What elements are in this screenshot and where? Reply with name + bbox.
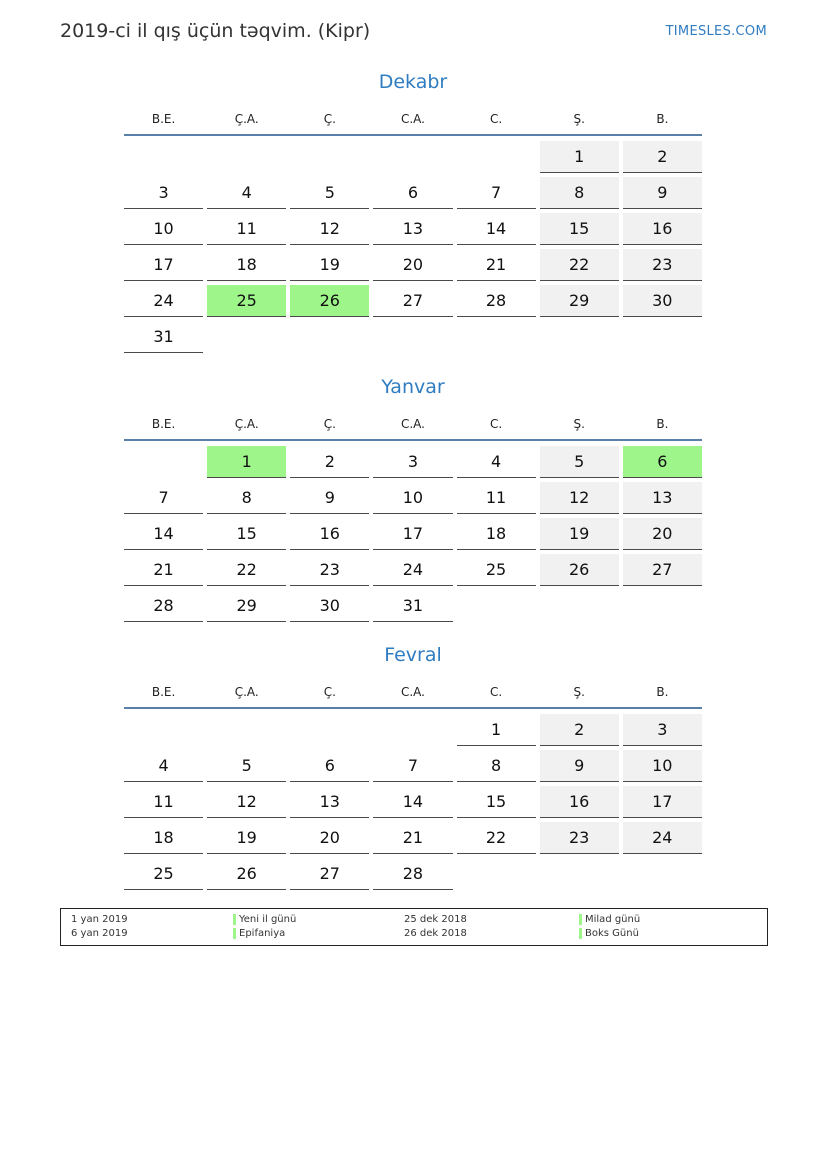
holiday-day-cell: [205, 445, 288, 481]
day-cell: [371, 589, 454, 625]
day-number: 2: [540, 714, 619, 746]
day-number: 15: [207, 518, 286, 550]
day-number: 18: [457, 518, 536, 550]
day-cell: [205, 248, 288, 284]
day-cell: [371, 481, 454, 517]
day-cell: [122, 589, 205, 625]
day-cell: [621, 517, 704, 553]
day-number: 13: [290, 786, 369, 818]
weekday-header: [122, 681, 704, 703]
day-number: 12: [207, 786, 286, 818]
day-cell: [538, 248, 621, 284]
empty-cell: [371, 140, 454, 176]
empty-cell: [122, 445, 205, 481]
header-divider: [124, 134, 702, 136]
day-cell: [455, 248, 538, 284]
legend-row: [61, 927, 767, 940]
day-cell: [621, 481, 704, 517]
day-number: 2: [290, 446, 369, 478]
day-number: 11: [124, 786, 203, 818]
day-cell: [538, 821, 621, 857]
month-january: [122, 373, 704, 625]
day-cell: [538, 212, 621, 248]
day-cell: [122, 176, 205, 212]
day-number: 13: [623, 482, 702, 514]
day-cell: [205, 553, 288, 589]
day-cell: [621, 140, 704, 176]
day-cell: [538, 140, 621, 176]
day-number: 10: [623, 750, 702, 782]
day-cell: [122, 749, 205, 785]
weekday-label: B.: [656, 112, 669, 126]
day-number: 24: [124, 285, 203, 317]
weekday-label: B.E.: [151, 417, 176, 431]
day-number: 5: [540, 446, 619, 478]
day-number: 8: [207, 482, 286, 514]
day-number: 13: [373, 213, 452, 245]
day-number: 19: [207, 822, 286, 854]
day-cell: [205, 481, 288, 517]
day-number: 29: [207, 590, 286, 622]
empty-cell: [288, 713, 371, 749]
day-number: 14: [457, 213, 536, 245]
day-number: 3: [373, 446, 452, 478]
day-number: 26: [290, 285, 369, 317]
legend-date: 26 dek 2018: [404, 928, 467, 939]
day-cell: [205, 785, 288, 821]
legend-holiday-name: Yeni il günü: [239, 914, 297, 925]
day-cell: [288, 445, 371, 481]
weekday-label: B.: [656, 417, 669, 431]
empty-cell: [455, 140, 538, 176]
day-number: 28: [457, 285, 536, 317]
day-number: 2: [623, 141, 702, 173]
holiday-day-cell: [621, 445, 704, 481]
day-cell: [455, 749, 538, 785]
day-number: 20: [290, 822, 369, 854]
day-cell: [288, 553, 371, 589]
day-cell: [538, 481, 621, 517]
day-number: 9: [290, 482, 369, 514]
holiday-legend: [60, 908, 768, 946]
day-number: 8: [540, 177, 619, 209]
day-number: 23: [290, 554, 369, 586]
month-name: Dekabr: [378, 71, 448, 93]
day-number: 28: [373, 858, 452, 890]
day-cell: [122, 320, 205, 356]
day-cell: [205, 857, 288, 893]
day-number: 20: [373, 249, 452, 281]
day-number: 1: [540, 141, 619, 173]
weekday-label: B.E.: [151, 112, 176, 126]
day-number: 14: [124, 518, 203, 550]
day-cell: [538, 176, 621, 212]
holiday-day-cell: [288, 284, 371, 320]
day-number: 20: [623, 518, 702, 550]
day-number: 12: [290, 213, 369, 245]
brand-link[interactable]: TIMESLES.COM: [665, 24, 767, 39]
weekday-label: Ç.A.: [234, 685, 259, 699]
day-number: 25: [124, 858, 203, 890]
legend-row: [61, 913, 767, 926]
day-number: 27: [290, 858, 369, 890]
day-number: 3: [623, 714, 702, 746]
day-cell: [122, 785, 205, 821]
legend-holiday: [579, 913, 640, 926]
legend-date: 25 dek 2018: [404, 914, 467, 925]
day-number: 15: [457, 786, 536, 818]
page-title: 2019-ci il qış üçün təqvim. (Kipr): [60, 20, 371, 42]
empty-cell: [205, 713, 288, 749]
holiday-color-marker: [579, 914, 582, 925]
day-number: 26: [207, 858, 286, 890]
day-number: 24: [623, 822, 702, 854]
day-cell: [455, 445, 538, 481]
day-cell: [455, 785, 538, 821]
holiday-color-marker: [579, 928, 582, 939]
day-cell: [122, 481, 205, 517]
day-cell: [538, 785, 621, 821]
day-cell: [288, 749, 371, 785]
day-cell: [205, 176, 288, 212]
day-cell: [288, 517, 371, 553]
day-cell: [122, 248, 205, 284]
day-cell: [621, 553, 704, 589]
day-cell: [122, 517, 205, 553]
day-cell: [288, 176, 371, 212]
empty-cell: [122, 140, 205, 176]
day-number: 4: [457, 446, 536, 478]
day-number: 12: [540, 482, 619, 514]
day-number: 23: [540, 822, 619, 854]
day-cell: [122, 212, 205, 248]
day-number: 17: [373, 518, 452, 550]
day-number: 30: [623, 285, 702, 317]
day-cell: [455, 517, 538, 553]
day-number: 15: [540, 213, 619, 245]
day-cell: [205, 749, 288, 785]
day-number: 24: [373, 554, 452, 586]
day-number: 11: [207, 213, 286, 245]
day-number: 6: [373, 177, 452, 209]
day-cell: [455, 212, 538, 248]
weekday-label: C.: [490, 685, 503, 699]
day-cell: [371, 785, 454, 821]
day-cell: [538, 445, 621, 481]
day-cell: [621, 785, 704, 821]
day-number: 29: [540, 285, 619, 317]
day-cell: [288, 821, 371, 857]
weekday-label: Ç.: [323, 112, 336, 126]
day-number: 6: [290, 750, 369, 782]
day-number: 28: [124, 590, 203, 622]
day-number: 10: [373, 482, 452, 514]
weekday-label: C.: [490, 112, 503, 126]
day-cell: [288, 589, 371, 625]
day-number: 4: [124, 750, 203, 782]
day-cell: [538, 713, 621, 749]
weekday-label: Ş.: [573, 417, 585, 431]
day-cell: [288, 785, 371, 821]
day-cell: [205, 517, 288, 553]
weekday-header: [122, 413, 704, 435]
day-number: 30: [290, 590, 369, 622]
day-number: 19: [290, 249, 369, 281]
legend-holiday-name: Epifaniya: [239, 928, 286, 939]
day-cell: [371, 284, 454, 320]
days-grid: [122, 140, 704, 356]
days-grid: [122, 445, 704, 625]
day-cell: [538, 749, 621, 785]
day-number: 16: [540, 786, 619, 818]
day-number: 22: [457, 822, 536, 854]
day-number: 10: [124, 213, 203, 245]
day-number: 17: [124, 249, 203, 281]
day-cell: [455, 821, 538, 857]
legend-holiday: [579, 927, 639, 940]
empty-cell: [371, 713, 454, 749]
day-number: 3: [124, 177, 203, 209]
weekday-label: B.E.: [151, 685, 176, 699]
day-number: 1: [207, 446, 286, 478]
legend-date: 1 yan 2019: [71, 914, 128, 925]
day-cell: [621, 821, 704, 857]
day-cell: [371, 176, 454, 212]
day-cell: [538, 284, 621, 320]
day-cell: [455, 176, 538, 212]
day-cell: [621, 212, 704, 248]
day-number: 18: [207, 249, 286, 281]
weekday-header: [122, 108, 704, 130]
weekday-label: Ç.A.: [234, 417, 259, 431]
weekday-label: Ç.: [323, 685, 336, 699]
day-number: 6: [623, 446, 702, 478]
day-cell: [122, 857, 205, 893]
weekday-label: Ç.: [323, 417, 336, 431]
day-cell: [122, 284, 205, 320]
legend-holiday: [233, 927, 285, 940]
day-number: 21: [373, 822, 452, 854]
day-cell: [455, 553, 538, 589]
weekday-label: C.A.: [400, 417, 425, 431]
legend-holiday-name: Milad günü: [585, 914, 641, 925]
empty-cell: [288, 140, 371, 176]
day-cell: [621, 248, 704, 284]
day-cell: [371, 445, 454, 481]
day-number: 18: [124, 822, 203, 854]
holiday-color-marker: [233, 928, 236, 939]
header-divider: [124, 439, 702, 441]
month-december: [122, 68, 704, 356]
day-number: 22: [207, 554, 286, 586]
day-cell: [288, 248, 371, 284]
day-cell: [288, 481, 371, 517]
day-number: 1: [457, 714, 536, 746]
day-cell: [538, 553, 621, 589]
empty-cell: [122, 713, 205, 749]
day-number: 8: [457, 750, 536, 782]
day-cell: [621, 749, 704, 785]
day-number: 5: [207, 750, 286, 782]
day-cell: [371, 857, 454, 893]
month-name: Fevral: [384, 644, 442, 666]
day-number: 9: [540, 750, 619, 782]
day-number: 16: [623, 213, 702, 245]
day-number: 7: [457, 177, 536, 209]
day-number: 17: [623, 786, 702, 818]
day-cell: [288, 857, 371, 893]
month-name: Yanvar: [381, 376, 445, 398]
weekday-label: C.: [490, 417, 503, 431]
day-number: 25: [457, 554, 536, 586]
weekday-label: Ş.: [573, 685, 585, 699]
day-cell: [371, 749, 454, 785]
day-cell: [621, 176, 704, 212]
day-cell: [371, 553, 454, 589]
day-cell: [371, 517, 454, 553]
day-cell: [621, 284, 704, 320]
day-number: 19: [540, 518, 619, 550]
legend-holiday: [233, 913, 296, 926]
day-number: 14: [373, 786, 452, 818]
day-number: 23: [623, 249, 702, 281]
day-cell: [538, 517, 621, 553]
day-number: 11: [457, 482, 536, 514]
day-number: 21: [457, 249, 536, 281]
header-divider: [124, 707, 702, 709]
empty-cell: [205, 140, 288, 176]
day-number: 31: [373, 590, 452, 622]
days-grid: [122, 713, 704, 893]
month-february: [122, 641, 704, 893]
day-cell: [205, 821, 288, 857]
weekday-label: B.: [656, 685, 669, 699]
day-number: 25: [207, 285, 286, 317]
day-number: 26: [540, 554, 619, 586]
weekday-label: C.A.: [400, 685, 425, 699]
day-number: 27: [373, 285, 452, 317]
day-cell: [205, 212, 288, 248]
holiday-day-cell: [205, 284, 288, 320]
day-cell: [288, 212, 371, 248]
day-number: 7: [124, 482, 203, 514]
day-cell: [371, 821, 454, 857]
day-number: 4: [207, 177, 286, 209]
day-cell: [371, 212, 454, 248]
weekday-label: Ç.A.: [234, 112, 259, 126]
legend-date: 6 yan 2019: [71, 928, 128, 939]
weekday-label: Ş.: [573, 112, 585, 126]
day-number: 9: [623, 177, 702, 209]
day-number: 27: [623, 554, 702, 586]
day-cell: [122, 553, 205, 589]
holiday-color-marker: [233, 914, 236, 925]
day-number: 21: [124, 554, 203, 586]
day-cell: [371, 248, 454, 284]
weekday-label: C.A.: [400, 112, 425, 126]
day-number: 31: [124, 321, 203, 353]
day-cell: [455, 481, 538, 517]
day-cell: [621, 713, 704, 749]
day-number: 16: [290, 518, 369, 550]
day-number: 7: [373, 750, 452, 782]
day-cell: [122, 821, 205, 857]
day-number: 22: [540, 249, 619, 281]
day-cell: [205, 589, 288, 625]
day-number: 5: [290, 177, 369, 209]
day-cell: [455, 284, 538, 320]
day-cell: [455, 713, 538, 749]
legend-holiday-name: Boks Günü: [585, 928, 639, 939]
